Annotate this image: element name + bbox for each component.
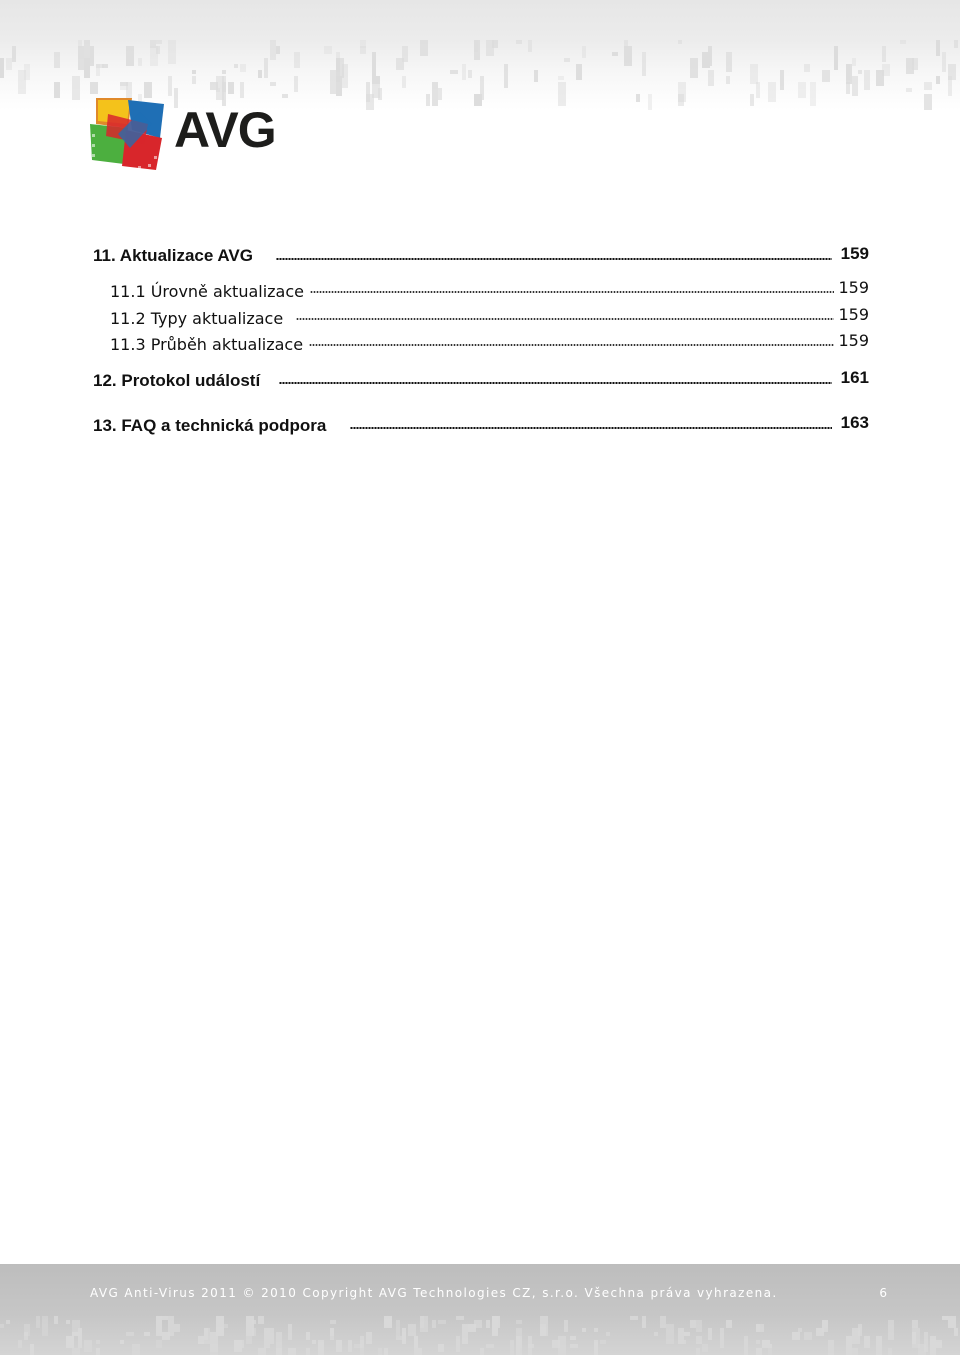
decorative-pixel [222, 70, 226, 74]
decorative-pixel [420, 1316, 428, 1332]
decorative-pixel [330, 70, 336, 94]
toc-entry-label: 12. Protokol událostí [93, 370, 264, 392]
decorative-pixel [228, 82, 234, 94]
decorative-pixel [438, 1320, 446, 1324]
decorative-pixel [678, 82, 686, 102]
decorative-pixel [276, 1348, 282, 1355]
decorative-pixel [408, 1324, 416, 1336]
decorative-pixel [420, 40, 428, 56]
toc-entry-page: 159 [838, 305, 869, 324]
decorative-pixel [504, 64, 508, 88]
decorative-pixel [402, 76, 406, 88]
decorative-pixel [558, 82, 566, 106]
toc-entry-label: 11. Aktualizace AVG [93, 245, 257, 267]
decorative-pixel [708, 1328, 712, 1340]
toc-entry-label: 11.2 Typy aktualizace [110, 308, 287, 330]
decorative-pixel [864, 70, 870, 90]
toc-entry-page: 159 [838, 278, 869, 297]
decorative-pixel [426, 94, 430, 106]
decorative-pixel [696, 1348, 700, 1355]
decorative-pixel [906, 88, 912, 92]
decorative-pixel [900, 40, 906, 44]
decorative-pixel [360, 1340, 364, 1355]
decorative-pixel [96, 1340, 100, 1344]
decorative-pixel [294, 76, 298, 92]
decorative-pixel [516, 1320, 522, 1324]
decorative-pixel [492, 1316, 500, 1328]
decorative-pixel [396, 1320, 400, 1336]
decorative-pixel [240, 64, 246, 72]
decorative-pixel [366, 82, 370, 102]
decorative-pixel [12, 46, 16, 62]
decorative-pixel [330, 1328, 334, 1336]
toc-entry[interactable] [0, 245, 960, 269]
decorative-pixel [612, 52, 618, 56]
decorative-pixel [876, 1336, 882, 1355]
toc-leader-dots [296, 318, 834, 320]
decorative-pixel [858, 70, 862, 74]
decorative-pixel [210, 82, 218, 90]
decorative-pixel [858, 1324, 862, 1336]
decorative-pixel [822, 70, 830, 82]
decorative-pixel [456, 1316, 464, 1320]
decorative-pixel [288, 1348, 296, 1355]
decorative-pixel [246, 1336, 252, 1344]
decorative-pixel [852, 76, 858, 96]
decorative-pixel [282, 94, 288, 98]
decorative-pixel [126, 46, 134, 66]
decorative-pixel [558, 76, 564, 80]
decorative-pixel [816, 1328, 824, 1336]
decorative-pixel [156, 1316, 162, 1336]
decorative-pixel [222, 1324, 228, 1328]
avg-logo-wordmark: AVG [174, 102, 276, 158]
decorative-pixel [438, 88, 442, 100]
decorative-pixel [822, 1320, 828, 1328]
decorative-pixel [696, 1336, 702, 1344]
decorative-pixel [726, 52, 732, 72]
decorative-pixel [600, 1340, 606, 1344]
decorative-pixel [480, 76, 484, 100]
decorative-pixel [462, 64, 466, 80]
decorative-pixel [168, 40, 176, 64]
decorative-pixel [294, 52, 300, 68]
decorative-pixel [756, 1324, 764, 1332]
decorative-pixel [366, 1332, 372, 1344]
decorative-pixel [192, 70, 196, 74]
decorative-pixel [852, 1348, 858, 1355]
decorative-pixel [66, 1336, 74, 1348]
decorative-pixel [276, 46, 280, 54]
decorative-pixel [342, 64, 348, 88]
decorative-pixel [702, 52, 710, 68]
decorative-pixel [846, 1336, 852, 1355]
decorative-pixel [708, 70, 714, 86]
decorative-pixel [72, 1348, 80, 1355]
decorative-pixel [120, 1340, 124, 1344]
decorative-pixel [594, 1328, 598, 1332]
decorative-pixel [96, 64, 104, 68]
decorative-pixel [402, 1332, 406, 1344]
decorative-pixel [36, 1316, 40, 1328]
decorative-pixel [24, 64, 30, 80]
decorative-pixel [828, 1340, 834, 1355]
decorative-pixel [924, 94, 932, 110]
decorative-pixel [126, 1332, 134, 1336]
decorative-pixel [168, 76, 172, 96]
decorative-pixel [372, 52, 376, 76]
decorative-pixel [696, 1320, 702, 1332]
decorative-pixel [234, 64, 238, 68]
decorative-pixel [288, 1324, 292, 1340]
toc-entry-page: 161 [840, 368, 869, 387]
decorative-pixel [936, 76, 940, 84]
toc-entry[interactable] [0, 370, 960, 394]
decorative-pixel [24, 1324, 30, 1336]
decorative-pixel [924, 82, 932, 90]
decorative-pixel [744, 1336, 748, 1355]
decorative-pixel [948, 76, 952, 96]
decorative-pixel [528, 1336, 532, 1344]
decorative-pixel [150, 46, 158, 66]
decorative-pixel [72, 76, 80, 100]
decorative-pixel [666, 1324, 674, 1344]
toc-leader-dots [279, 382, 832, 384]
decorative-pixel [360, 46, 366, 54]
decorative-pixel [270, 82, 276, 86]
decorative-pixel [456, 1336, 460, 1352]
decorative-pixel [450, 70, 458, 74]
decorative-pixel [486, 1320, 490, 1328]
decorative-pixel [606, 1332, 610, 1336]
decorative-pixel [156, 40, 162, 44]
decorative-pixel [336, 1340, 342, 1352]
decorative-pixel [642, 52, 646, 76]
decorative-pixel [276, 1332, 282, 1348]
decorative-pixel [756, 1348, 762, 1355]
decorative-pixel [630, 1316, 638, 1320]
decorative-pixel [768, 1344, 772, 1348]
decorative-pixel [576, 64, 582, 80]
decorative-pixel [540, 1324, 546, 1336]
decorative-pixel [912, 1332, 916, 1344]
footer-page-number: 6 [879, 1286, 888, 1300]
decorative-pixel [882, 64, 890, 76]
decorative-pixel [30, 1344, 34, 1355]
decorative-pixel [84, 1340, 92, 1352]
decorative-pixel [438, 1344, 444, 1352]
decorative-pixel [516, 40, 522, 44]
decorative-pixel [318, 1344, 324, 1352]
decorative-pixel [384, 1348, 388, 1355]
decorative-pixel [936, 40, 940, 56]
decorative-pixel [654, 1332, 658, 1336]
decorative-pixel [570, 1336, 576, 1340]
decorative-pixel [954, 40, 958, 48]
decorative-pixel [912, 1320, 918, 1328]
decorative-pixel [402, 46, 408, 62]
toc-entry[interactable] [0, 415, 960, 439]
footer-copyright: AVG Anti-Virus 2011 © 2010 Copyright AVG Technologies CZ, s.r.o. Všechna práva vyhrazena. [90, 1286, 778, 1300]
decorative-pixel [804, 64, 810, 72]
decorative-pixel [486, 1344, 494, 1348]
toc-entry-label: 11.3 Průběh aktualizace [110, 334, 307, 356]
decorative-pixel [0, 1324, 4, 1328]
toc-entry[interactable] [0, 331, 960, 358]
decorative-pixel [528, 40, 532, 52]
decorative-pixel [192, 76, 196, 84]
decorative-pixel [642, 1316, 646, 1328]
toc-entry-label: 13. FAQ a technická podpora [93, 415, 330, 437]
decorative-pixel [798, 1328, 802, 1332]
toc-entry[interactable] [0, 305, 960, 332]
decorative-pixel [66, 1320, 70, 1324]
decorative-pixel [246, 1316, 254, 1336]
decorative-pixel [210, 1332, 218, 1352]
page-footer [0, 1264, 960, 1355]
decorative-pixel [378, 88, 382, 100]
decorative-pixel [492, 40, 498, 48]
decorative-pixel [384, 1316, 392, 1328]
decorative-pixel [0, 58, 4, 78]
decorative-pixel [702, 1344, 708, 1352]
decorative-pixel [564, 1320, 568, 1332]
toc-entry-page: 159 [838, 331, 869, 350]
decorative-pixel [414, 1336, 418, 1348]
decorative-pixel [942, 52, 946, 72]
decorative-pixel [780, 70, 784, 90]
decorative-pixel [948, 1316, 956, 1328]
decorative-pixel [726, 1320, 732, 1328]
toc-entry-page: 159 [840, 244, 869, 263]
decorative-pixel [534, 70, 538, 82]
decorative-pixel [198, 1336, 204, 1344]
decorative-pixel [258, 1348, 266, 1355]
decorative-pixel [174, 1324, 180, 1332]
decorative-pixel [882, 46, 886, 62]
toc-entry-label: 11.1 Úrovně aktualizace [110, 281, 308, 303]
toc-entry[interactable] [0, 278, 960, 305]
decorative-pixel [240, 1340, 244, 1348]
decorative-pixel [516, 1336, 520, 1355]
decorative-pixel [468, 70, 472, 78]
decorative-pixel [204, 1328, 208, 1340]
decorative-pixel [954, 1328, 958, 1336]
decorative-pixel [936, 1340, 942, 1348]
decorative-pixel [888, 1320, 894, 1340]
decorative-pixel [750, 94, 754, 106]
decorative-pixel [804, 1332, 812, 1340]
decorative-pixel [582, 1328, 586, 1332]
decorative-pixel [90, 82, 98, 94]
decorative-pixel [138, 58, 142, 66]
decorative-pixel [750, 64, 758, 84]
decorative-pixel [312, 1340, 316, 1344]
decorative-pixel [720, 1328, 724, 1348]
decorative-pixel [756, 82, 760, 98]
decorative-pixel [756, 1340, 760, 1344]
decorative-pixel [264, 58, 268, 78]
decorative-pixel [690, 58, 698, 78]
decorative-pixel [768, 82, 776, 102]
decorative-pixel [264, 1328, 270, 1348]
decorative-pixel [270, 1328, 274, 1344]
avg-logo [88, 94, 278, 172]
decorative-pixel [258, 70, 262, 78]
decorative-pixel [594, 1340, 598, 1355]
decorative-pixel [792, 1332, 800, 1340]
toc-entry-page: 163 [840, 413, 869, 432]
decorative-pixel [930, 1340, 936, 1348]
decorative-pixel [852, 58, 856, 66]
decorative-pixel [468, 1324, 476, 1332]
toc-leader-dots [310, 291, 834, 293]
decorative-pixel [582, 46, 586, 58]
decorative-pixel [636, 94, 640, 102]
decorative-pixel [510, 1340, 514, 1355]
decorative-pixel [624, 46, 632, 66]
decorative-pixel [378, 1348, 382, 1355]
decorative-pixel [810, 82, 816, 106]
decorative-pixel [54, 1316, 58, 1324]
toc-leader-dots [350, 427, 832, 429]
decorative-pixel [96, 1348, 100, 1355]
decorative-pixel [888, 1348, 892, 1355]
decorative-pixel [6, 1320, 10, 1324]
avg-logo-mark-icon [88, 94, 168, 172]
decorative-pixel [528, 1344, 534, 1348]
decorative-pixel [678, 1328, 684, 1344]
decorative-pixel [924, 1332, 928, 1352]
decorative-pixel [132, 1344, 140, 1355]
decorative-pixel [54, 82, 60, 98]
toc-leader-dots [309, 344, 834, 346]
decorative-pixel [156, 1340, 162, 1348]
decorative-pixel [942, 1316, 948, 1320]
decorative-pixel [558, 1336, 566, 1355]
decorative-pixel [678, 40, 682, 44]
decorative-pixel [846, 82, 850, 94]
decorative-pixel [54, 52, 60, 68]
decorative-pixel [324, 46, 332, 54]
decorative-pixel [570, 1344, 578, 1348]
decorative-pixel [306, 1332, 310, 1340]
decorative-pixel [90, 46, 94, 66]
decorative-pixel [42, 1316, 48, 1336]
decorative-pixel [864, 1336, 870, 1348]
decorative-pixel [258, 1316, 264, 1324]
decorative-pixel [798, 82, 806, 98]
decorative-pixel [18, 1340, 22, 1348]
decorative-pixel [684, 1332, 690, 1336]
decorative-pixel [834, 46, 838, 70]
decorative-pixel [348, 1340, 352, 1352]
decorative-pixel [78, 1328, 82, 1348]
decorative-pixel [306, 1348, 310, 1355]
decorative-pixel [648, 94, 652, 110]
decorative-pixel [414, 1348, 422, 1355]
decorative-pixel [564, 58, 570, 62]
decorative-pixel [144, 1332, 150, 1336]
decorative-pixel [432, 1320, 436, 1328]
decorative-pixel [480, 1348, 484, 1355]
decorative-pixel [726, 76, 730, 84]
decorative-pixel [330, 1320, 336, 1324]
decorative-pixel [906, 58, 914, 74]
decorative-pixel [474, 40, 480, 60]
toc-leader-dots [276, 258, 832, 260]
